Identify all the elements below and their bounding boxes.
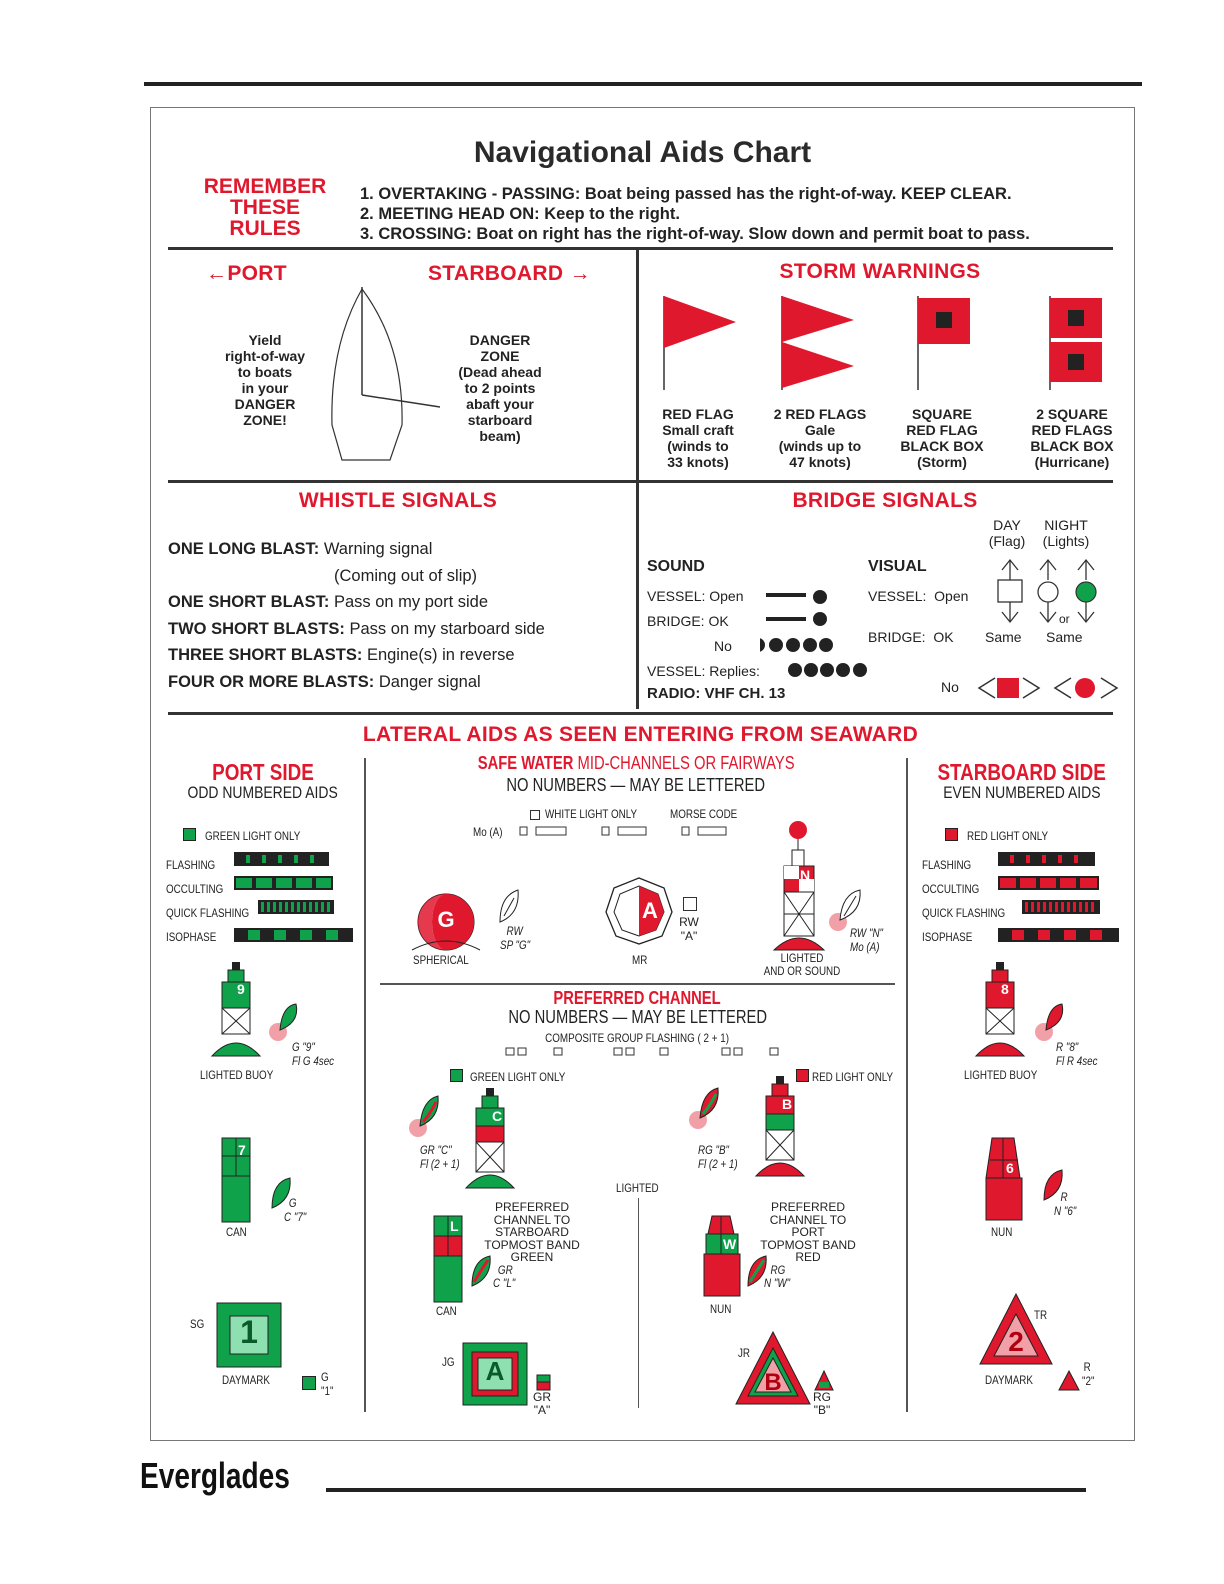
danger-line: beam)	[479, 428, 521, 444]
buoy-tag	[1056, 1040, 1107, 1068]
b-tag	[698, 1143, 746, 1171]
same-label: Same	[985, 629, 1022, 645]
chart-title: Navigational Aids Chart	[473, 136, 812, 169]
mo-label	[473, 825, 509, 839]
tag-line: N "6"	[1054, 1204, 1077, 1218]
text-line: TOPMOST BAND	[760, 1237, 856, 1252]
port-legend-text: GREEN LIGHT ONLY	[205, 829, 301, 843]
spherical-letter: G	[437, 907, 455, 932]
visual-vessel-label: VESSEL:	[868, 588, 927, 604]
whistle-title: WHISTLE SIGNALS	[298, 489, 498, 512]
whistle-item	[168, 589, 545, 616]
arrow-right-icon: →	[569, 262, 591, 285]
buoy-label-text: LIGHTED BUOY	[200, 1068, 274, 1082]
white-light-text: WHITE LIGHT ONLY	[545, 807, 638, 821]
tag-line: GR "C"	[420, 1143, 452, 1157]
b-letter: B	[782, 1096, 793, 1112]
starboard-side-title-text: STARBOARD SIDE	[937, 759, 1107, 785]
whistle-key: FOUR OR MORE BLASTS:	[168, 672, 375, 691]
tag-line: G "9"	[292, 1040, 315, 1054]
pattern-label: FLASHING	[166, 858, 216, 872]
lateral-title: LATERAL AIDS AS SEEN ENTERING FROM SEAWARD	[362, 723, 919, 746]
jr-letter: B	[764, 1369, 782, 1396]
green-mark-icon	[302, 1376, 316, 1390]
danger-zone-text	[440, 332, 560, 444]
label-line: AND OR SOUND	[763, 964, 841, 978]
jr-tag	[808, 1391, 836, 1417]
nun-text: NUN	[710, 1302, 732, 1316]
spherical-tag	[500, 924, 537, 952]
flag-caption	[892, 406, 992, 470]
tag-line: "2"	[1082, 1374, 1095, 1388]
yield-line: to boats	[237, 364, 293, 380]
green-light-patterns-icon	[232, 852, 357, 944]
starboard-legend-text: RED LIGHT ONLY	[967, 829, 1049, 843]
divider	[636, 249, 639, 709]
text-line: CHANNEL TO	[493, 1212, 571, 1227]
can-label-text: CAN	[226, 1225, 247, 1239]
rule-item: 3. CROSSING: Boat on right has the right-of-way. Slow down and permit boat to pass.	[360, 225, 1030, 243]
tag-line: RW	[506, 924, 523, 938]
divider	[168, 247, 1113, 250]
port-heading	[206, 262, 287, 286]
footer-rule	[326, 1488, 1086, 1492]
pattern-label: OCCULTING	[166, 882, 224, 896]
starboard-label: STARBOARD	[428, 262, 564, 285]
tag-line: GR	[533, 1390, 551, 1404]
tag-line: Fl (2 + 1)	[698, 1157, 738, 1171]
tag-line: "A"	[680, 929, 698, 943]
text-line: PREFERRED	[770, 1200, 845, 1214]
sound-signals-icon	[760, 585, 880, 685]
pattern-label: QUICK FLASHING	[922, 906, 1006, 920]
whistle-key: ONE SHORT BLAST:	[168, 593, 330, 612]
mr-tag	[672, 915, 706, 943]
mr-label	[632, 953, 651, 967]
divider	[168, 480, 1113, 483]
tag-line: R	[1060, 1190, 1068, 1204]
same-label: Same	[1046, 629, 1083, 645]
red-only-text: RED LIGHT ONLY	[812, 1070, 894, 1084]
starboard-side-sub-text: EVEN NUMBERED AIDS	[943, 783, 1101, 802]
rules-list	[360, 184, 1030, 244]
whistle-list	[168, 536, 545, 696]
yield-line: right-of-way	[224, 348, 306, 364]
caption-line: (winds to	[667, 438, 729, 454]
danger-line: (Dead ahead	[458, 364, 542, 380]
night-label: NIGHT	[1044, 517, 1088, 533]
lighted-text: LIGHTED	[616, 1181, 659, 1195]
danger-line: ZONE	[480, 348, 520, 364]
caption-line: RED FLAG	[906, 422, 978, 438]
green-light-swatch-icon	[183, 828, 196, 841]
lighted-label	[616, 1181, 668, 1195]
red-light-swatch-icon	[945, 828, 958, 841]
remember-line: THESE	[229, 196, 300, 219]
caption-line: 2 SQUARE	[1036, 406, 1108, 422]
starboard-legend	[967, 829, 1066, 843]
can-text: CAN	[436, 1304, 457, 1318]
label-line: LIGHTED	[780, 951, 824, 965]
spherical-label	[413, 953, 481, 967]
can-label	[436, 1304, 461, 1318]
caption-line: (Storm)	[917, 454, 967, 470]
morse-text: MORSE CODE	[670, 807, 738, 821]
vessel-replies-label: VESSEL: Replies:	[647, 663, 760, 679]
red-only-label	[812, 1070, 911, 1084]
whistle-item	[168, 642, 545, 669]
green-light-swatch-icon	[450, 1069, 463, 1082]
tag-line: RG	[813, 1390, 831, 1404]
jg-tag	[528, 1391, 556, 1417]
caption-line: SQUARE	[912, 406, 972, 422]
pattern-label: ISOPHASE	[166, 930, 217, 944]
jg-text: JG	[442, 1355, 455, 1369]
text-line: PORT	[791, 1225, 825, 1239]
yield-line: in your	[241, 380, 289, 396]
buoy-number: 8	[1001, 981, 1009, 997]
no-label: No	[714, 638, 732, 654]
port-side-sub-text: ODD NUMBERED AIDS	[187, 783, 339, 802]
day-sub: (Flag)	[988, 533, 1026, 549]
red-flag-icon	[664, 296, 736, 390]
pattern-label: FLASHING	[922, 858, 972, 872]
spherical-label-text: SPHERICAL	[413, 953, 469, 967]
tag-line: SP "G"	[500, 938, 531, 952]
mo-text: Mo (A)	[473, 825, 503, 839]
divider	[364, 758, 366, 1412]
brand-text: Everglades	[140, 1455, 290, 1496]
red-nun-icon	[982, 1136, 1026, 1222]
starboard-side-title	[912, 759, 1132, 786]
safe-water-b: MID-CHANNELS OR FAIRWAYS	[573, 753, 795, 773]
whistle-value: Pass on my port side	[333, 593, 489, 612]
whistle-item	[168, 563, 545, 590]
day-heading	[982, 517, 1032, 549]
green-only-label	[470, 1070, 586, 1084]
daymark-label-text: DAYMARK	[985, 1373, 1033, 1387]
tag-line: RW "N"	[850, 926, 884, 940]
flag-caption	[1020, 406, 1124, 470]
can-label	[226, 1225, 251, 1239]
tag-line: G	[288, 1196, 297, 1210]
sg-label	[190, 1317, 207, 1331]
red-green-mark-icon	[814, 1370, 834, 1392]
visual-signals-icon	[990, 556, 1100, 630]
composite-flash-icon	[504, 1046, 784, 1058]
arrow-left-icon: ←	[206, 262, 228, 285]
preferred-title	[380, 988, 895, 1009]
boat-hull	[332, 289, 402, 460]
visual-label: VISUAL	[868, 558, 927, 575]
whistle-value: Engine(s) in reverse	[366, 646, 515, 665]
night-heading	[1038, 517, 1094, 549]
lighted-letter: N	[800, 867, 811, 883]
text-line: STARBOARD	[495, 1225, 569, 1239]
whistle-item	[168, 669, 545, 696]
jr-text: JR	[738, 1346, 751, 1360]
preferred-sub-text: NO NUMBERS — MAY BE LETTERED	[508, 1007, 767, 1027]
tag-line: C "7"	[284, 1210, 307, 1224]
safe-water-sub	[368, 775, 904, 796]
tag-line: G	[321, 1370, 329, 1384]
green-light-icon	[466, 1254, 496, 1290]
whistle-value: (Coming out of slip)	[334, 566, 478, 585]
pattern-label: QUICK FLASHING	[166, 906, 250, 920]
remember-block	[190, 176, 340, 239]
white-light-swatch-icon	[530, 810, 540, 820]
yield-line: DANGER	[234, 396, 296, 412]
daymark-number: 2	[1008, 1326, 1024, 1357]
tag-line: R "8"	[1056, 1040, 1079, 1054]
remember-line: RULES	[229, 217, 301, 240]
visual-bridge-row	[868, 629, 954, 645]
green-can-icon	[218, 1136, 254, 1224]
composite-label	[380, 1031, 895, 1045]
text-line: PREFERRED	[494, 1200, 569, 1214]
tag-line: R	[1083, 1360, 1091, 1374]
safe-water-lighted-buoy-icon	[772, 820, 832, 954]
bridge-title: BRIDGE SIGNALS	[792, 489, 978, 512]
tag-line: "1"	[321, 1384, 334, 1398]
visual-no-label: No	[941, 679, 959, 695]
storm-flag-icon	[918, 296, 970, 390]
caption-line: 33 knots)	[667, 454, 729, 470]
nun-number: 6	[1006, 1160, 1014, 1176]
divider	[380, 983, 895, 985]
safe-water-sub-text: NO NUMBERS — MAY BE LETTERED	[506, 775, 766, 795]
c-letter: C	[492, 1108, 503, 1124]
preferred-sub	[380, 1007, 895, 1028]
pattern-label: OCCULTING	[922, 882, 980, 896]
caption-line: RED FLAGS	[1031, 422, 1113, 438]
whistle-key: THREE SHORT BLASTS:	[168, 646, 363, 665]
bridge-ok-label: BRIDGE: OK	[647, 613, 729, 629]
green-only-text: GREEN LIGHT ONLY	[470, 1070, 566, 1084]
danger-line: to 2 points	[464, 380, 536, 396]
morse-label	[670, 807, 752, 821]
daymark-label	[985, 1373, 1043, 1387]
caption-line: Gale	[804, 422, 836, 438]
nun-label	[710, 1302, 736, 1316]
tag-line: N "W"	[764, 1276, 791, 1290]
preferred-starboard-buoy-icon	[462, 1086, 518, 1190]
tag-line: Fl (2 + 1)	[420, 1157, 460, 1171]
visual-open-label: Open	[934, 588, 969, 604]
w-tag	[764, 1264, 796, 1290]
boat-diagram-icon	[320, 285, 450, 465]
caption-line: RED FLAG	[662, 406, 734, 422]
no-signals-icon	[975, 674, 1125, 704]
yield-line: Yield	[248, 332, 282, 348]
caption-line: 47 knots)	[789, 454, 851, 470]
nun-tag	[1054, 1190, 1081, 1218]
storm-title: STORM WARNINGS	[779, 260, 981, 283]
daymark-number: 1	[240, 1314, 258, 1350]
white-light-label	[545, 807, 657, 821]
visual-vessel-row	[868, 588, 968, 604]
composite-text: COMPOSITE GROUP FLASHING ( 2 + 1)	[545, 1031, 730, 1045]
red-light-icon	[688, 1086, 722, 1132]
lighted-label	[752, 952, 852, 978]
tag-line: "B"	[813, 1403, 831, 1417]
tag-line: Fl G 4sec	[292, 1054, 335, 1068]
danger-line: DANGER	[469, 332, 531, 348]
storm-flags-icon	[640, 290, 1120, 400]
or-label: or	[1059, 612, 1070, 626]
caption-line: (Hurricane)	[1034, 454, 1110, 470]
starboard-side-sub	[912, 783, 1132, 803]
mr-letter: A	[642, 898, 658, 923]
remember-line: REMEMBER	[203, 175, 327, 198]
whistle-value: Danger signal	[378, 672, 481, 691]
can-number: 7	[238, 1142, 246, 1158]
danger-line: abaft your	[466, 396, 534, 412]
l-tag	[493, 1264, 520, 1290]
buoy-label-text: LIGHTED BUOY	[964, 1068, 1038, 1082]
l-letter: L	[450, 1218, 459, 1234]
caption-line: Small craft	[662, 422, 734, 438]
port-side-title	[168, 759, 358, 786]
port-side-title-text: PORT SIDE	[212, 759, 314, 785]
port-label: PORT	[227, 262, 287, 285]
night-sub: (Lights)	[1042, 533, 1090, 549]
tag-line: Mo (A)	[850, 940, 880, 954]
tr-text: TR	[1034, 1308, 1048, 1322]
hurricane-flags-icon	[1050, 296, 1102, 390]
jg-label	[442, 1355, 457, 1369]
green-lighted-buoy-icon	[208, 960, 264, 1064]
preferred-port-nun-icon	[700, 1214, 744, 1298]
morse-code-icon	[518, 825, 728, 839]
divider	[638, 1198, 639, 1408]
tag-line: RW	[679, 915, 699, 929]
buoy-number: 9	[237, 981, 245, 997]
whistle-value: Pass on my starboard side	[349, 619, 545, 638]
sound-label: SOUND	[647, 558, 705, 575]
tag-line: RG "B"	[698, 1143, 730, 1157]
visual-ok-label: OK	[933, 629, 954, 645]
caption-line: (winds up to	[778, 438, 862, 454]
vessel-open-label: VESSEL: Open	[647, 588, 744, 604]
w-letter: W	[723, 1236, 737, 1252]
day-label: DAY	[993, 517, 1021, 533]
starboard-heading	[428, 262, 591, 286]
divider	[906, 758, 908, 1412]
rule-item: 2. MEETING HEAD ON: Keep to the right.	[360, 205, 680, 223]
text-line: CHANNEL TO	[769, 1212, 847, 1227]
daymark-tag	[321, 1370, 336, 1398]
preferred-starboard-can-icon	[430, 1214, 466, 1304]
tr-label	[1034, 1308, 1050, 1322]
two-red-flags-icon	[782, 296, 854, 390]
divider	[168, 712, 1113, 715]
preferred-port-buoy-icon	[752, 1074, 808, 1178]
tag-line: Fl R 4sec	[1056, 1054, 1098, 1068]
buoy-tag	[292, 1040, 343, 1068]
whistle-value: Warning signal	[323, 540, 433, 558]
visual-bridge-label: BRIDGE:	[868, 629, 926, 645]
buoy-label	[200, 1068, 289, 1082]
jg-letter: A	[485, 1356, 505, 1386]
rule-item: 1. OVERTAKING - PASSING: Boat being passed has the right-of-way. KEEP CLEAR.	[360, 185, 1012, 203]
danger-line: starboard	[467, 412, 533, 428]
flag-caption	[766, 406, 874, 470]
port-side-sub	[168, 783, 358, 803]
top-rule	[144, 82, 1142, 86]
red-lighted-buoy-icon	[972, 960, 1028, 1064]
daymark-tag	[1082, 1360, 1097, 1388]
preferred-title-text: PREFERRED CHANNEL	[553, 988, 722, 1008]
daymark-label-text: DAYMARK	[222, 1373, 270, 1387]
can-tag	[284, 1196, 311, 1224]
lighted-tag	[850, 926, 890, 954]
daymark-label	[222, 1373, 280, 1387]
sg-label-text: SG	[190, 1317, 205, 1331]
yield-text	[200, 332, 330, 428]
safe-water-a: SAFE WATER	[477, 753, 574, 773]
nun-label	[991, 1225, 1017, 1239]
whistle-item	[168, 616, 545, 643]
white-light-icon	[494, 888, 524, 926]
brand-logo	[140, 1455, 332, 1497]
yield-line: ZONE!	[243, 412, 287, 428]
flag-caption	[648, 406, 748, 470]
caption-line: 2 RED FLAGS	[773, 406, 867, 422]
caption-line: BLACK BOX	[900, 438, 984, 454]
caption-line: BLACK BOX	[1030, 438, 1114, 454]
text-line: RED	[795, 1250, 821, 1264]
green-light-icon	[408, 1094, 442, 1140]
whistle-key: ONE LONG BLAST:	[168, 540, 320, 558]
red-mark-icon	[1058, 1370, 1080, 1392]
tag-line: RG	[770, 1263, 786, 1277]
safe-water-title	[368, 753, 904, 774]
pattern-label: ISOPHASE	[922, 930, 973, 944]
nun-label-text: NUN	[991, 1225, 1013, 1239]
text-line: GREEN	[510, 1250, 554, 1264]
tag-line: "A"	[533, 1403, 551, 1417]
white-mark-icon	[683, 897, 697, 911]
mr-label-text: MR	[632, 953, 648, 967]
radio-label: RADIO: VHF CH. 13	[647, 685, 786, 702]
tag-line: GR	[497, 1263, 513, 1277]
whistle-item	[168, 536, 545, 563]
port-legend	[205, 829, 321, 843]
whistle-key: TWO SHORT BLASTS:	[168, 619, 345, 638]
tag-line: C "L"	[493, 1276, 516, 1290]
red-light-patterns-icon	[996, 852, 1121, 944]
text-line: TOPMOST BAND	[484, 1237, 580, 1252]
buoy-label	[964, 1068, 1053, 1082]
